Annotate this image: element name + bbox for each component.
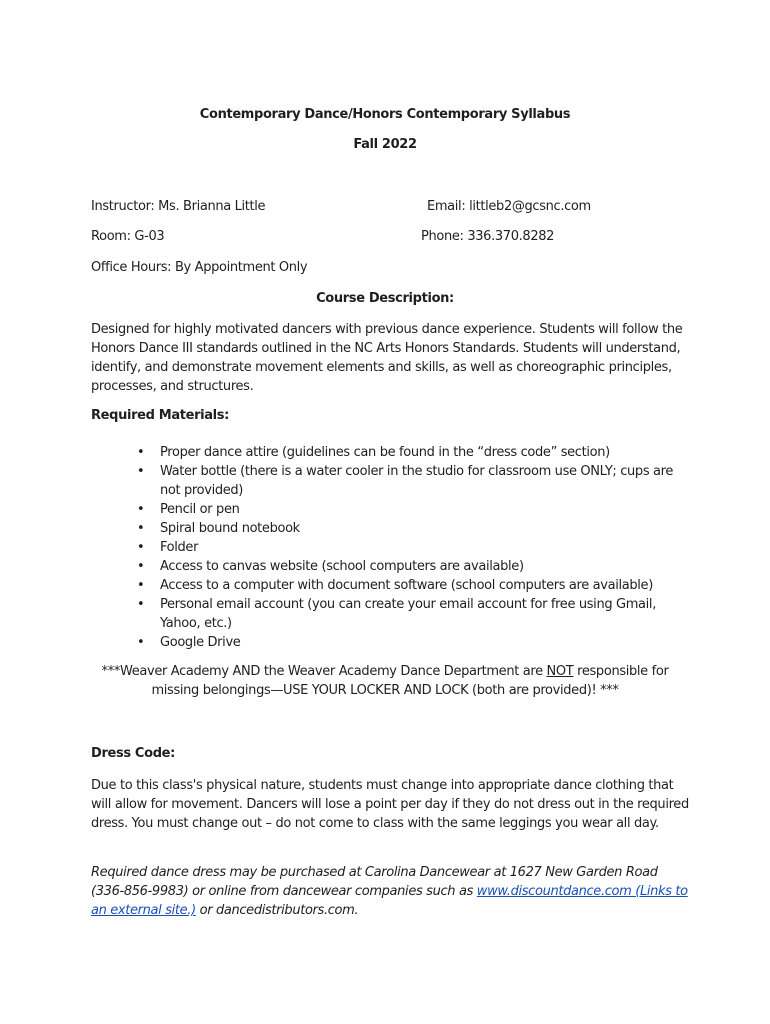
- bullet-icon: •: [137, 540, 145, 555]
- bullet-icon: •: [137, 635, 145, 650]
- list-item: • Folder: [137, 540, 199, 555]
- dress-code-body: Due to this class's physical nature, students must change into appropriate dance clothing that will allow for movement. Dancers will lose a point per day if they do not dress out in the required dress. You must change out – do not come to class with the same leggings you wear all day.: [91, 778, 689, 831]
- notice-line-2: missing belongings—USE YOUR LOCKER AND LOCK (both are provided)! ***: [151, 683, 619, 698]
- materials-list: [137, 443, 697, 652]
- course-description-body: Designed for highly motivated dancers with previous dance experience. Students will follow the Honors Dance III standards outlined in the NC Arts Honors Standards. Students will understand, identify, and demonstrate movement elements and skills, as well as choreographic principles, processes, and structures.: [91, 322, 683, 394]
- notice-line-1: ***Weaver Academy AND the Weaver Academy Dance Department are NOT responsible for: [101, 664, 669, 679]
- list-item: • Proper dance attire (guidelines can be found in the “dress code” section): [137, 445, 610, 460]
- not-emphasis: NOT: [546, 664, 574, 679]
- dress-purchase-paragraph: Required dance dress may be purchased at Carolina Dancewear at 1627 New Garden Road (336-856-9983) or online from dancewear companies such as www.discountdance.com (Links to an external site.) or dancedistributors.com.: [91, 865, 688, 918]
- list-item: • Personal email account (you can create your email account for free using Gmail, Yahoo, etc.): [137, 597, 656, 631]
- email-line: Email: littleb2@gcsnc.com: [427, 199, 591, 214]
- required-materials-heading: Required Materials:: [91, 408, 230, 423]
- document-title: Contemporary Dance/Honors Contemporary Syllabus: [199, 107, 571, 122]
- list-item: • Pencil or pen: [137, 502, 240, 517]
- bullet-icon: •: [137, 445, 145, 460]
- list-item: • Access to a computer with document software (school computers are available): [137, 578, 653, 593]
- bullet-icon: •: [137, 578, 145, 593]
- bullet-icon: •: [137, 597, 145, 612]
- term-label: Fall 2022: [353, 137, 417, 152]
- list-item: • Google Drive: [137, 635, 241, 650]
- dress-code-heading: Dress Code:: [91, 746, 175, 761]
- bullet-icon: •: [137, 521, 145, 536]
- bullet-icon: •: [137, 464, 145, 479]
- discountdance-link[interactable]: www.discountdance.com: [476, 884, 632, 899]
- course-description-heading: Course Description:: [316, 291, 454, 306]
- office-hours-line: Office Hours: By Appointment Only: [91, 260, 308, 275]
- bullet-icon: •: [137, 559, 145, 574]
- bullet-icon: •: [137, 502, 145, 517]
- phone-line: Phone: 336.370.8282: [421, 229, 555, 244]
- list-item: • Access to canvas website (school computers are available): [137, 559, 524, 574]
- external-link-note[interactable]: (Links to an external site.): [91, 884, 688, 918]
- list-item: • Water bottle (there is a water cooler in the studio for classroom use ONLY; cups are not provided): [137, 464, 674, 498]
- room-line: Room: G-03: [91, 229, 165, 244]
- list-item: • Spiral bound notebook: [137, 521, 300, 536]
- instructor-line: Instructor: Ms. Brianna Little: [91, 199, 266, 214]
